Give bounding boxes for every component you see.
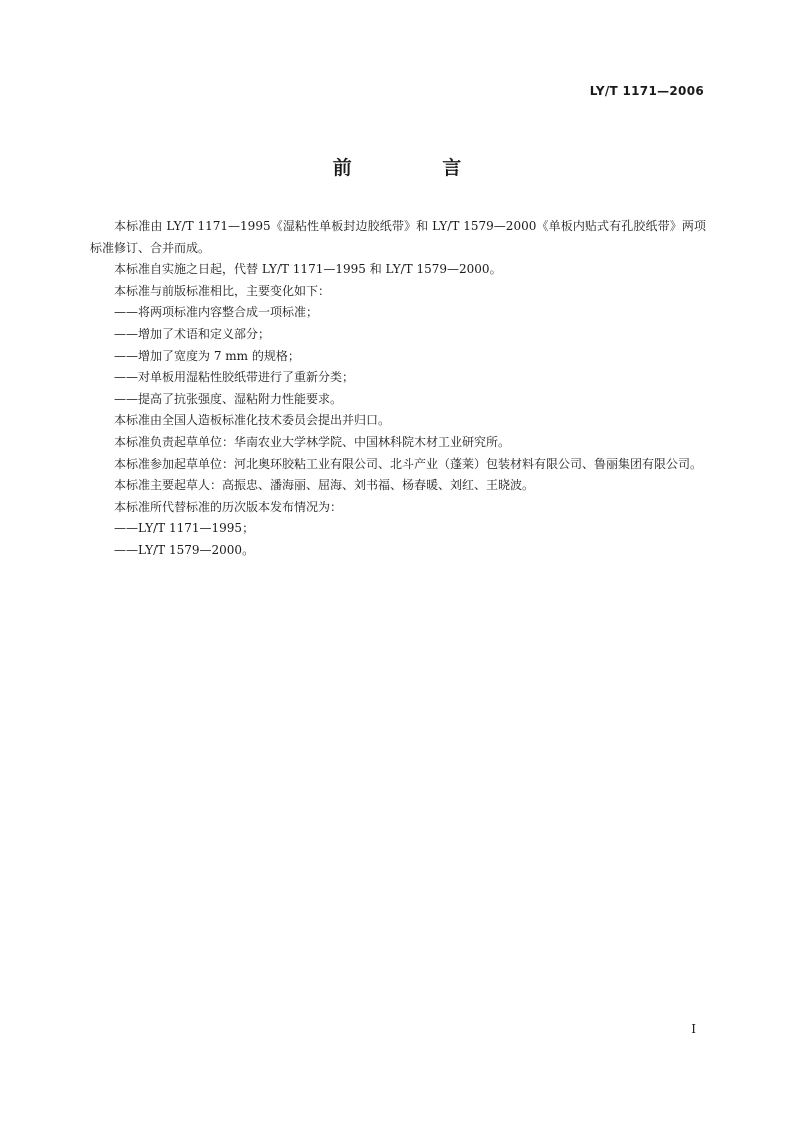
paragraph-participating-units: 本标准参加起草单位：河北奥环胶粘工业有限公司、北斗产业（蓬莱）包装材料有限公司、鲁丽集团有限公司。 (114, 456, 703, 471)
paragraph-proposed-by: 本标准由全国人造板标准化技术委员会提出并归口。 (114, 413, 391, 428)
change-item: ——将两项标准内容整合成一项标准； (114, 305, 319, 320)
change-item: ——提高了抗张强度、湿粘附力性能要求。 (114, 391, 343, 406)
standard-number: LY/T 1171—2006 (589, 84, 704, 98)
paragraph-drafting-units: 本标准负责起草单位：华南农业大学林学院、中国林科院木材工业研究所。 (114, 434, 511, 449)
change-item: ——增加了术语和定义部分； (114, 326, 271, 341)
history-item: ——LY/T 1171—1995； (114, 521, 255, 536)
foreword-body (90, 216, 706, 562)
change-item: ——增加了宽度为 7 mm 的规格； (114, 348, 300, 363)
history-item: ——LY/T 1579—2000。 (114, 542, 255, 557)
change-item: ——对单板用湿粘性胶纸带进行了重新分类； (114, 370, 355, 385)
paragraph-origin: 本标准由 LY/T 1171—1995《湿粘性单板封边胶纸带》和 LY/T 1579—2000《单板内贴式有孔胶纸带》两项标准修订、合并而成。 (90, 219, 706, 255)
paragraph-changes-intro: 本标准与前版标准相比，主要变化如下： (114, 283, 331, 298)
paragraph-replaces: 本标准自实施之日起，代替 LY/T 1171—1995 和 LY/T 1579—2000。 (114, 262, 502, 277)
paragraph-history-intro: 本标准所代替标准的历次版本发布情况为： (114, 499, 343, 514)
page-title: 前 言 (332, 157, 504, 179)
paragraph-drafters: 本标准主要起草人：高振忠、潘海丽、屈海、刘书福、杨春暖、刘红、王晓波。 (114, 478, 535, 493)
page-number: I (691, 1022, 696, 1036)
